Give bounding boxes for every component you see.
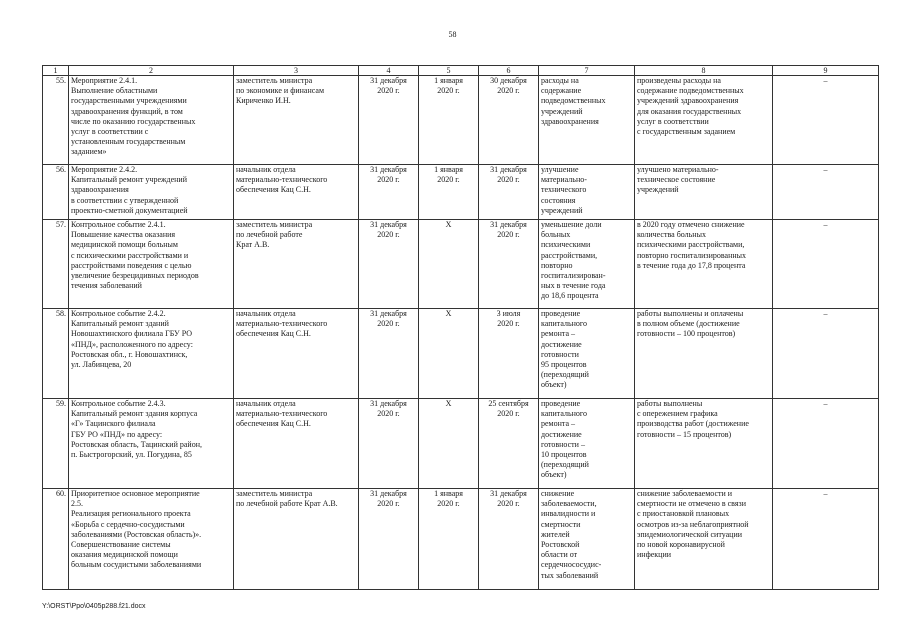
responsible-cell: начальник отдела материально-технического обеспечения Кац С.Н.	[234, 399, 359, 489]
header-cell: 7	[539, 66, 635, 76]
event-cell: Контрольное событие 2.4.2. Капитальный ремонт зданий Новошахтинского филиала ГБУ РО «ПНД», расположенного по адресу: Ростовская обл., г. Новошахтинск, ул. Лабинцева, 20	[69, 309, 234, 399]
row-number: 59.	[43, 399, 69, 489]
note-cell: –	[773, 489, 879, 590]
actual-end-cell: 30 декабря 2020 г.	[479, 76, 539, 165]
row-number: 56.	[43, 165, 69, 220]
planned-result-cell: уменьшение доли больных психическими расстройствами, повторно госпитализирован- ных в течение года до 18,6 процента	[539, 220, 635, 309]
header-cell: 4	[359, 66, 419, 76]
note-cell: –	[773, 165, 879, 220]
actual-start-cell: Х	[419, 399, 479, 489]
planned-result-cell: проведение капитального ремонта – достижение готовности – 10 процентов (переходящий объект)	[539, 399, 635, 489]
row-number: 55.	[43, 76, 69, 165]
actual-start-cell: 1 января 2020 г.	[419, 76, 479, 165]
planned-result-cell: проведение капитального ремонта – достижение готовности 95 процентов (переходящий объект)	[539, 309, 635, 399]
actual-start-cell: 1 января 2020 г.	[419, 165, 479, 220]
planned-end-cell: 31 декабря 2020 г.	[359, 399, 419, 489]
planned-end-cell: 31 декабря 2020 г.	[359, 76, 419, 165]
note-cell: –	[773, 309, 879, 399]
responsible-cell: заместитель министра по лечебной работе Крат А.В.	[234, 489, 359, 590]
table-row	[43, 489, 879, 590]
actual-end-cell: 31 декабря 2020 г.	[479, 165, 539, 220]
planned-end-cell: 31 декабря 2020 г.	[359, 309, 419, 399]
table-row	[43, 309, 879, 399]
actual-result-cell: произведены расходы на содержание подведомственных учреждений здравоохранения для оказания государственных услуг в соответствии с государственным заданием	[635, 76, 773, 165]
planned-end-cell: 31 декабря 2020 г.	[359, 165, 419, 220]
planned-result-cell: расходы на содержание подведомственных учреждений здравоохранения	[539, 76, 635, 165]
event-cell: Мероприятие 2.4.1. Выполнение областными государственными учреждениями здравоохранения функций, в том числе по оказанию государственных услуг в соответствии с установленным государственным заданием»	[69, 76, 234, 165]
page-number: 58	[448, 30, 457, 39]
actual-result-cell: в 2020 году отмечено снижение количества больных психическими расстройствами, повторно госпитализированных в течение года до 17,8 процента	[635, 220, 773, 309]
events-table	[42, 65, 879, 590]
event-cell: Мероприятие 2.4.2. Капитальный ремонт учреждений здравоохранения в соответствии с утвержденной проектно-сметной документацией	[69, 165, 234, 220]
actual-end-cell: 31 декабря 2020 г.	[479, 220, 539, 309]
actual-result-cell: улучшено материально- техническое состояние учреждений	[635, 165, 773, 220]
row-number: 58.	[43, 309, 69, 399]
responsible-cell: заместитель министра по экономике и финансам Кириченко И.Н.	[234, 76, 359, 165]
note-cell: –	[773, 76, 879, 165]
actual-start-cell: Х	[419, 309, 479, 399]
row-number: 60.	[43, 489, 69, 590]
actual-result-cell: снижение заболеваемости и смертности не отмечено в связи с приостановкой плановых осмотров из-за неблагоприятной эпидемиологической ситуации по новой коронавирусной инфекции	[635, 489, 773, 590]
header-cell: 6	[479, 66, 539, 76]
table-row	[43, 220, 879, 309]
actual-result-cell: работы выполнены с опережением графика производства работ (достижение готовности – 15 процентов)	[635, 399, 773, 489]
event-cell: Контрольное событие 2.4.3. Капитальный ремонт здания корпуса «Г» Тацинского филиала ГБУ РО «ПНД» по адресу: Ростовская область, Тацинский район, п. Быстрогорский, ул. Погудина, 85	[69, 399, 234, 489]
header-cell: 2	[69, 66, 234, 76]
actual-start-cell: Х	[419, 220, 479, 309]
planned-result-cell: улучшение материально- технического состояния учреждений	[539, 165, 635, 220]
event-cell: Контрольное событие 2.4.1. Повышение качества оказания медицинской помощи больным с психическими расстройствами и расстройствами поведения с целью увеличение безрецидивных периодов течения заболеваний	[69, 220, 234, 309]
responsible-cell: заместитель министра по лечебной работе Крат А.В.	[234, 220, 359, 309]
file-path-footer: Y:\ORST\Ppo\0405p288.f21.docx	[42, 603, 146, 610]
table-row	[43, 399, 879, 489]
actual-result-cell: работы выполнены и оплачены в полном объеме (достижение готовности – 100 процентов)	[635, 309, 773, 399]
responsible-cell: начальник отдела материально-технического обеспечения Кац С.Н.	[234, 165, 359, 220]
header-row	[43, 66, 879, 76]
header-cell: 5	[419, 66, 479, 76]
actual-end-cell: 3 июля 2020 г.	[479, 309, 539, 399]
note-cell: –	[773, 399, 879, 489]
table-row	[43, 76, 879, 165]
header-cell: 1	[43, 66, 69, 76]
table-row	[43, 165, 879, 220]
note-cell: –	[773, 220, 879, 309]
planned-result-cell: снижение заболеваемости, инвалидности и смертности жителей Ростовской области от сердечнососудис- тых заболеваний	[539, 489, 635, 590]
header-cell: 8	[635, 66, 773, 76]
event-cell: Приоритетное основное мероприятие 2.5. Реализация регионального проекта «Борьба с сердечно-сосудистыми заболеваниями (Ростовская область)». Совершенствование системы оказания медицинской помощи больным сосудистыми заболеваниями	[69, 489, 234, 590]
planned-end-cell: 31 декабря 2020 г.	[359, 220, 419, 309]
responsible-cell: начальник отдела материально-технического обеспечения Кац С.Н.	[234, 309, 359, 399]
header-cell: 3	[234, 66, 359, 76]
row-number: 57.	[43, 220, 69, 309]
header-cell: 9	[773, 66, 879, 76]
actual-start-cell: 1 января 2020 г.	[419, 489, 479, 590]
actual-end-cell: 31 декабря 2020 г.	[479, 489, 539, 590]
planned-end-cell: 31 декабря 2020 г.	[359, 489, 419, 590]
actual-end-cell: 25 сентября 2020 г.	[479, 399, 539, 489]
